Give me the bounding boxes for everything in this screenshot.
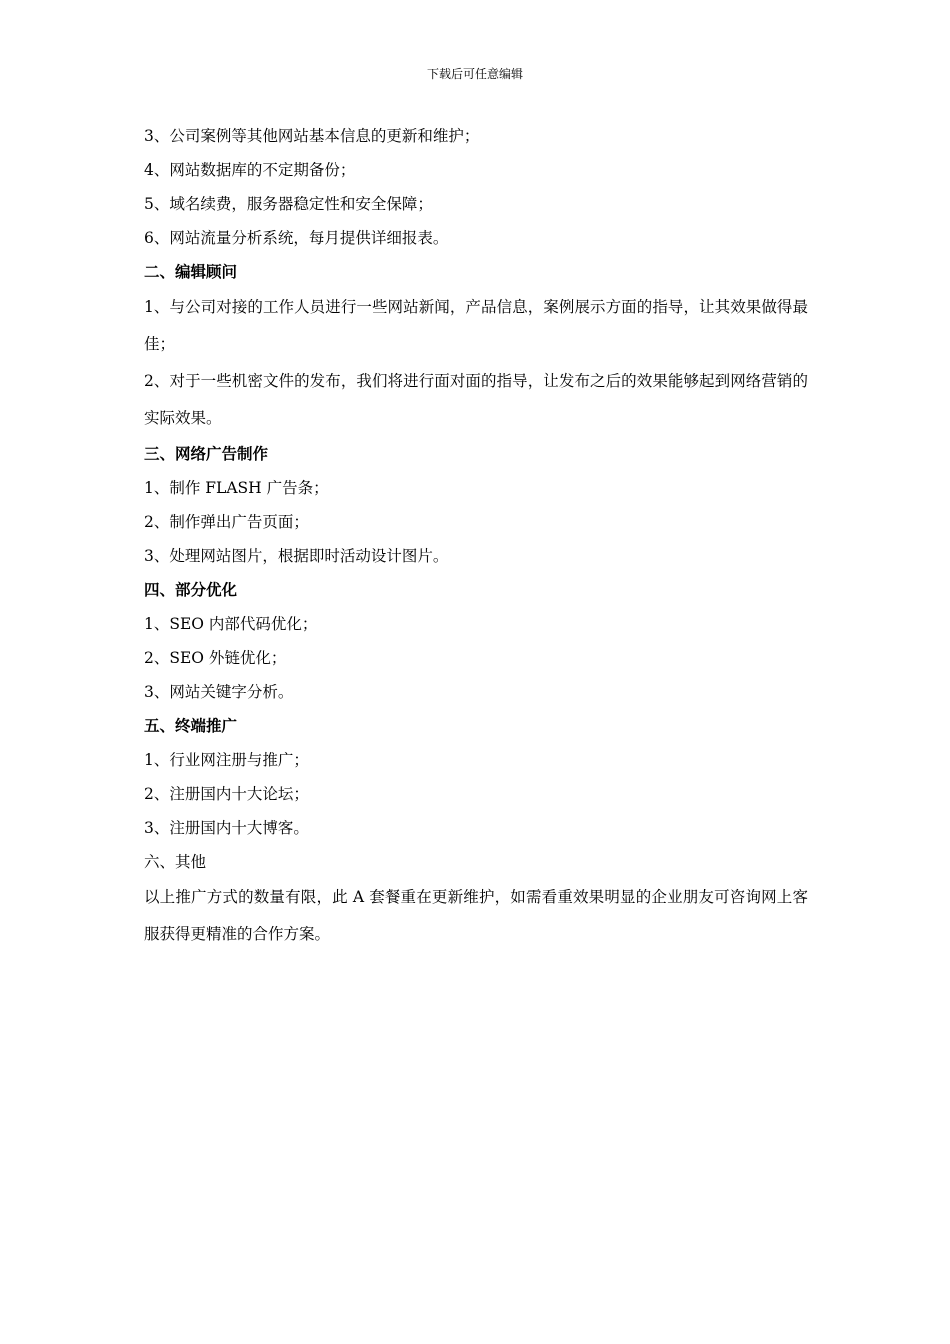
- list-item-update-maintenance: 3、公司案例等其他网站基本信息的更新和维护；: [144, 127, 480, 145]
- paragraph-editing-guidance: 1、与公司对接的工作人员进行一些网站新闻，产品信息，案例展示方面的指导，让其效果做得最佳；: [144, 298, 808, 353]
- list-item-industry-registration: 1、行业网注册与推广；: [144, 751, 309, 769]
- paragraph-confidential-publishing: 2、对于一些机密文件的发布，我们将进行面对面的指导，让发布之后的效果能够起到网络营销的实际效果。: [144, 372, 808, 427]
- list-item-traffic-analysis: 6、网站流量分析系统，每月提供详细报表。: [144, 229, 449, 247]
- list-item-domain-renewal: 5、域名续费，服务器稳定性和安全保障；: [144, 195, 433, 213]
- section-heading-ad-production: 三、网络广告制作: [144, 444, 269, 463]
- section-heading-other: 六、其他: [144, 853, 207, 871]
- list-item-seo-internal: 1、SEO 内部代码优化；: [144, 615, 318, 633]
- list-item-popup-ad: 2、制作弹出广告页面；: [144, 513, 309, 531]
- list-item-flash-banner: 1、制作 FLASH 广告条；: [144, 479, 329, 497]
- list-item-forum-registration: 2、注册国内十大论坛；: [144, 785, 309, 803]
- list-item-blog-registration: 3、注册国内十大博客。: [144, 819, 309, 837]
- document-body: [144, 119, 808, 953]
- section-heading-optimization: 四、部分优化: [144, 580, 238, 599]
- section-heading-editing-consultant: 二、编辑顾问: [144, 262, 238, 281]
- paragraph-package-note: 以上推广方式的数量有限，此 A 套餐重在更新维护，如需看重效果明显的企业朋友可咨询网上客服获得更精准的合作方案。: [144, 888, 808, 943]
- list-item-image-processing: 3、处理网站图片，根据即时活动设计图片。: [144, 547, 449, 565]
- list-item-seo-external: 2、SEO 外链优化；: [144, 649, 287, 667]
- list-item-database-backup: 4、网站数据库的不定期备份；: [144, 161, 356, 179]
- page-header: 下载后可任意编辑: [426, 67, 523, 81]
- section-heading-promotion: 五、终端推广: [144, 716, 238, 735]
- list-item-keyword-analysis: 3、网站关键字分析。: [144, 683, 294, 701]
